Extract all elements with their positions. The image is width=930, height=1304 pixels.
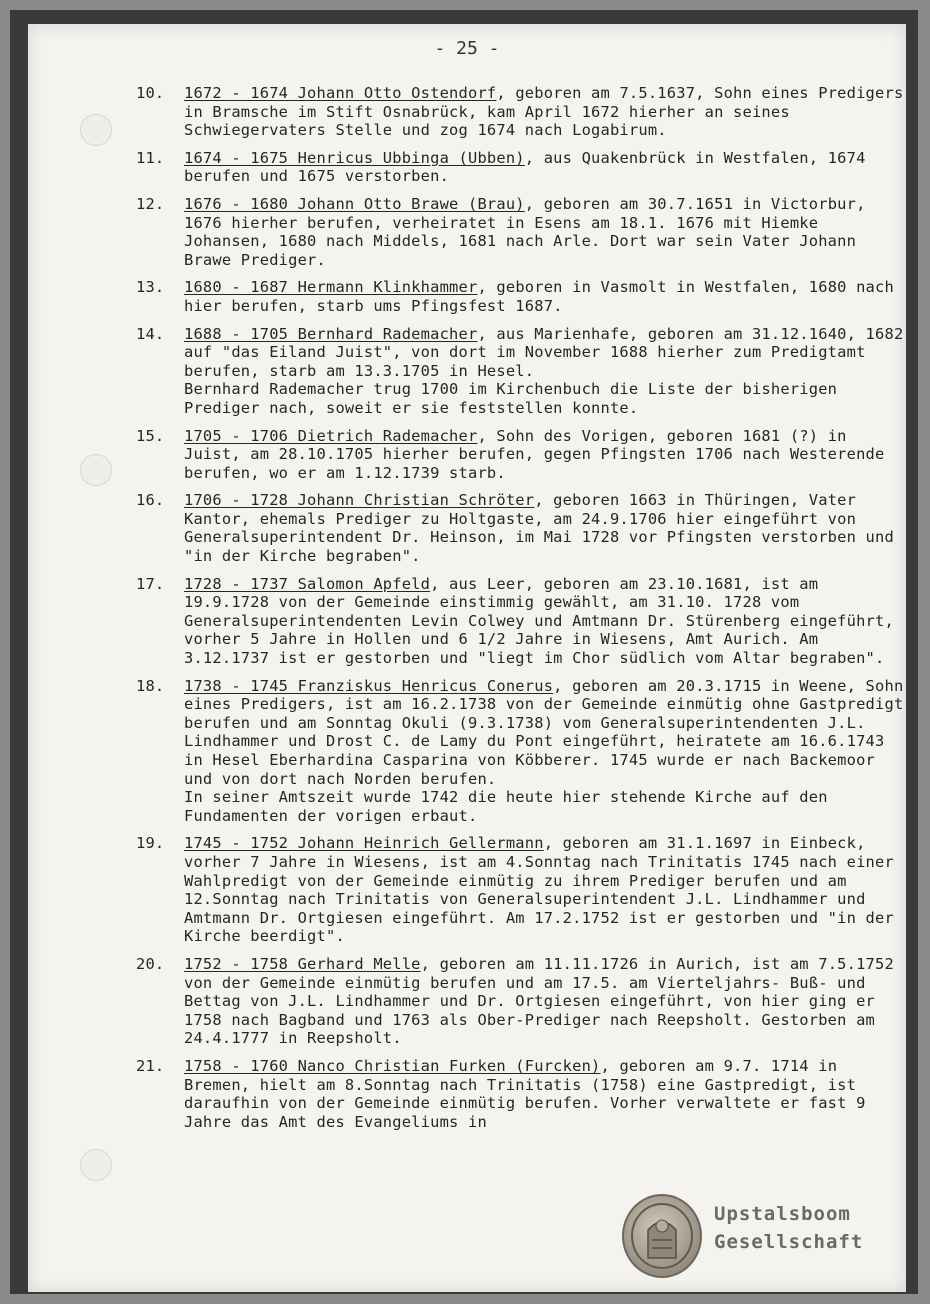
- list-item: [136, 278, 906, 315]
- list-item: [136, 491, 906, 565]
- entry-body: , geboren am 20.3.1715 in Weene, Sohn eines Predigers, ist am 16.2.1738 von der Gemeinde einmütig ohne Gastpredigt berufen und am Sonntag Okuli (9.3.1738) vom Generalsuperintendenten J.L. Lindhammer und Drost C. de Lamy du Pont eingeführt, heiratete am 16.6.1743 in Hesel Eberhardina Casparina von Köbberer. 1745 wurde er nach Backemoor und von dort nach Norden berufen.: [184, 676, 904, 788]
- entry-text: [184, 149, 906, 186]
- punch-hole: [80, 1149, 112, 1181]
- entry-body: , geboren in Vasmolt in Westfalen, 1680 nach hier berufen, starb ums Pfingsfest 1687.: [184, 278, 894, 315]
- entry-body: , aus Marienhafe, geboren am 31.12.1640, 1682 auf "das Eiland Juist", von dort im November 1688 hierher zum Predigtamt berufen, starb am 13.3.1705 in Hesel.: [184, 324, 904, 380]
- page-number: - 25 -: [434, 38, 500, 59]
- entry-body: , aus Quakenbrück in Westfalen, 1674 berufen und 1675 verstorben.: [184, 148, 866, 186]
- seal-icon: [622, 1194, 702, 1278]
- list-item: [136, 195, 906, 269]
- entry-heading: 1680 - 1687 Hermann Klinkhammer: [184, 278, 478, 297]
- entry-heading: 1672 - 1674 Johann Otto Ostendorf: [184, 84, 497, 102]
- watermark-line-2: Gesellschaft: [714, 1231, 864, 1253]
- watermark-line-1: Upstalsboom: [714, 1203, 851, 1225]
- entry-number: 15.: [136, 426, 165, 445]
- entry-list: [136, 84, 906, 1140]
- entry-body: , Sohn des Vorigen, geboren 1681 (?) in Juist, am 28.10.1705 hierher berufen, gegen Pfingsten 1706 nach Westerende berufen, wo er am 1.12.1739 starb.: [184, 426, 885, 482]
- list-item: [136, 955, 906, 1048]
- entry-heading: 1676 - 1680 Johann Otto Brawe (Brau): [184, 194, 525, 213]
- entry-body: , geboren am 30.7.1651 in Victorbur, 1676 hierher berufen, verheiratet in Esens am 18.1. 1676 mit Hiemke Johansen, 1680 nach Middels, 1681 nach Arle. Dort war sein Vater Johann Brawe Prediger.: [184, 194, 866, 269]
- entry-heading: 1752 - 1758 Gerhard Melle: [184, 954, 421, 973]
- entry-body: , geboren am 31.1.1697 in Einbeck, vorher 7 Jahre in Wiesens, ist am 4.Sonntag nach Trinitatis 1745 nach einer Wahlpredigt von der Gemeinde einmütig zu ihrem Prediger berufen und am 12.Sonntag nach Trinitatis von Generalsuperintendent J.L. Lindhammer und Amtmann Dr. Ortgiesen eingeführt. Am 17.2.1752 ist er gestorben und "in der Kirche beerdigt".: [184, 834, 894, 946]
- entry-text: [184, 84, 906, 140]
- list-item: [136, 427, 906, 483]
- entry-text: [184, 677, 906, 789]
- punch-hole: [80, 114, 112, 146]
- entry-text: [184, 278, 906, 315]
- entry-text: [184, 325, 906, 381]
- list-item: [136, 1057, 906, 1131]
- entry-note: Bernhard Rademacher trug 1700 im Kirchenbuch die Liste der bisherigen Prediger nach, soweit er sie feststellen konnte.: [184, 380, 838, 417]
- entry-heading: 1745 - 1752 Johann Heinrich Gellermann: [184, 834, 544, 853]
- entry-number: 17.: [136, 574, 165, 593]
- list-item: [136, 575, 906, 668]
- entry-body: , geboren am 11.11.1726 in Aurich, ist am 7.5.1752 von der Gemeinde einmütig berufen und am 17.5. am Vierteljahrs- Buß- und Bettag von J.L. Lindhammer und Dr. Ortgiesen eingeführt, von hier ging er 1758 nach Bagband und 1763 als Ober-Prediger nach Reepsholt. Gestorben am 24.4.1777 in Reepsholt.: [184, 954, 894, 1048]
- entry-number: 19.: [136, 834, 165, 853]
- entry-heading: 1738 - 1745 Franziskus Henricus Conerus: [184, 676, 554, 695]
- entry-number: 12.: [136, 194, 165, 213]
- entry-text: [184, 1057, 906, 1131]
- list-item: [136, 84, 906, 140]
- entry-text: [184, 834, 906, 946]
- entry-number: 10.: [136, 84, 165, 102]
- entry-body: , geboren am 7.5.1637, Sohn eines Predigers in Bramsche im Stift Osnabrück, kam April 1672 hierher an seines Schwiegervaters Stelle und zog 1674 nach Logabirum.: [184, 84, 904, 140]
- list-item: [136, 834, 906, 946]
- page-frame: [10, 10, 918, 1294]
- entry-number: 18.: [136, 676, 165, 695]
- entry-number: 16.: [136, 491, 165, 510]
- entry-body: , geboren 1663 in Thüringen, Vater Kantor, ehemals Prediger zu Holtgaste, am 24.9.1706 hier eingeführt von Generalsuperintendent Dr. Heinson, im Mai 1728 vor Pfingsten verstorben und "in der Kirche begraben".: [184, 491, 894, 566]
- entry-body: , aus Leer, geboren am 23.10.1681, ist am 19.9.1728 von der Gemeinde einstimmig gewählt, am 31.10. 1728 vom Generalsuperintendenten Levin Colwey und Amtmann Dr. Stürenberg eingeführt, vorher 5 Jahre in Hollen und 6 1/2 Jahre in Wiesens, Amt Aurich. Am 3.12.1737 ist er gestorben und "liegt im Chor südlich vom Altar begraben".: [184, 574, 894, 668]
- entry-number: 20.: [136, 954, 165, 973]
- entry-text: [184, 427, 906, 483]
- entry-number: 11.: [136, 148, 165, 167]
- entry-heading: 1705 - 1706 Dietrich Rademacher: [184, 426, 478, 445]
- entry-number: 13.: [136, 278, 165, 297]
- entry-heading: 1706 - 1728 Johann Christian Schröter: [184, 491, 535, 510]
- watermark: [622, 1194, 884, 1278]
- entry-text: [184, 491, 906, 565]
- document-page: [28, 24, 906, 1292]
- entry-note: In seiner Amtszeit wurde 1742 die heute hier stehende Kirche auf den Fundamenten der vorigen erbaut.: [184, 788, 828, 825]
- list-item: [136, 325, 906, 418]
- entry-heading: 1688 - 1705 Bernhard Rademacher: [184, 324, 478, 343]
- list-item: [136, 149, 906, 186]
- entry-text: [184, 575, 906, 668]
- entry-number: 14.: [136, 324, 165, 343]
- entry-text: [184, 955, 906, 1048]
- list-item: [136, 677, 906, 826]
- entry-heading: 1758 - 1760 Nanco Christian Furken (Furcken): [184, 1056, 601, 1075]
- entry-body: , geboren am 9.7. 1714 in Bremen, hielt am 8.Sonntag nach Trinitatis (1758) eine Gastpredigt, ist daraufhin von der Gemeinde einmütig berufen. Vorher verwaltete er fast 9 Jahre das Amt des Evangeliums in: [184, 1056, 866, 1131]
- entry-text: [184, 195, 906, 269]
- entry-number: 21.: [136, 1056, 165, 1075]
- entry-heading: 1728 - 1737 Salomon Apfeld: [184, 574, 431, 593]
- punch-hole: [80, 454, 112, 486]
- entry-heading: 1674 - 1675 Henricus Ubbinga (Ubben): [184, 148, 525, 167]
